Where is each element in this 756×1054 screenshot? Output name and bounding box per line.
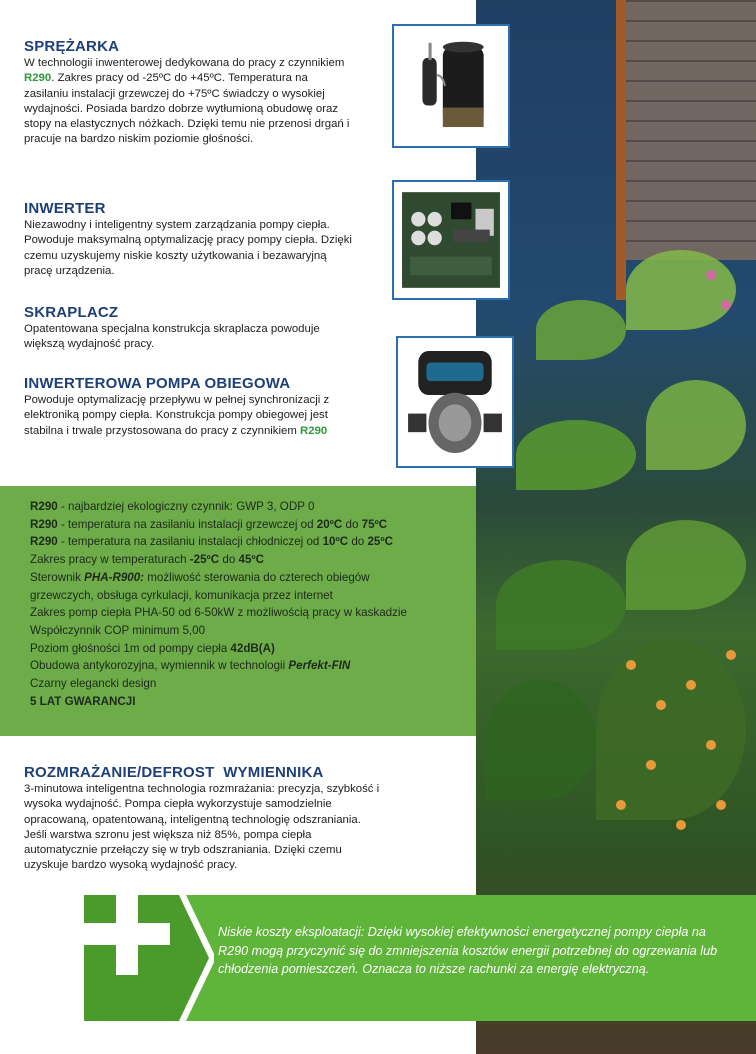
specs-list <box>0 486 476 710</box>
spec-item: Poziom głośności 1m od pompy ciepła 42dB(A) <box>30 641 275 655</box>
specs-panel <box>0 486 476 736</box>
inverter-text: Niezawodny i inteligentny system zarządzania pompy ciepła. Powoduje maksymalną optymalizację pracy pompy ciepła. Dzięki czemu uzyskujemy niskie koszty użytkowania i bezawaryjną pracę urządzenia. <box>24 219 352 277</box>
banner-text: Niskie koszty eksploatacji: Dzięki wysokiej efektywności energetycznej pompy ciepła na R290 mogą przyczynić się do zmniejszenia kosztów energii potrzebnej do ogrzewania lub chłodzenia pomieszczeń. Oznacza to niższe rachunki za energię elektryczną. <box>218 925 718 977</box>
spec-item: Zakres pomp ciepła PHA-50 od 6-50kW z możliwością pracy w kaskadzie <box>30 606 407 620</box>
spec-item: Obudowa antykorozyjna, wymiennik w technologii Perfekt-FIN <box>30 659 351 673</box>
plus-arrow-icon <box>84 895 214 1021</box>
section-inverter <box>24 200 354 279</box>
compressor-title: SPRĘŻARKA <box>24 38 120 55</box>
compressor-image <box>392 24 510 148</box>
compressor-text: W technologii inwenterowej dedykowana do pracy z czynnikiem R290. Zakres pracy od -25ºC do +45ºC. Temperatura na zasilaniu instalacji grzewczej do +75ºC świadczy o wysokiej wydajności. Posiada bardzo dobrze wytłumioną obudowę oraz stopy na elastycznych nóżkach. Dzięki temu nie przenosi drgań i pracuje na bardzo niskim poziomie głośności. <box>24 57 350 146</box>
pump-image <box>396 336 514 468</box>
section-condenser <box>24 304 354 353</box>
defrost-title: ROZMRAŻANIE/DEFROST WYMIENNIKA <box>24 764 324 781</box>
spec-item: grzewczych, obsługa cyrkulacji, komunikacja przez internet <box>30 588 333 602</box>
compressor-icon <box>400 32 502 140</box>
spec-item: R290 - temperatura na zasilaniu instalacji chłodniczej od 10ºC do 25ºC <box>30 535 393 549</box>
spec-item: Czarny elegancki design <box>30 677 157 691</box>
condenser-text: Opatentowana specjalna konstrukcja skraplacza powoduje większą wydajność pracy. <box>24 323 320 351</box>
condenser-title: SKRAPLACZ <box>24 304 119 321</box>
spec-item: Sterownik PHA-R900: możliwość sterowania do czterech obiegów <box>30 570 370 584</box>
savings-banner <box>84 895 756 1021</box>
pump-text: Powoduje optymalizację przepływu w pełnej synchronizacji z elektroniką pompy ciepła. Konstrukcja pompy obiegowej jest stabilna i trwale przystosowana do pracy z czynnikiem R290 <box>24 394 330 437</box>
pump-icon <box>404 344 506 460</box>
defrost-text: 3-minutowa inteligentna technologia rozmrażania: precyzja, szybkość i wysoka wydajność. Pompa ciepła wykorzystuje samodzielnie opracowaną, opatentowaną, inteligentną technologię odszraniania. Jeśli warstwa szronu jest większa niż 85%, pompa ciepła automatycznie przełączy się w tryb odszraniania. Dzięki czemu uzyskuje bardzo wysoką wydajność pracy. <box>24 783 380 872</box>
circuit-board-icon <box>400 188 502 292</box>
spec-item: 5 LAT GWARANCJI <box>30 694 136 708</box>
copper-pipe <box>616 0 626 300</box>
spec-item: Współczynnik COP minimum 5,00 <box>30 623 206 637</box>
spec-item: R290 - najbardziej ekologiczny czynnik: GWP 3, ODP 0 <box>30 500 315 513</box>
brick-wall <box>626 0 756 260</box>
pump-title: INWERTEROWA POMPA OBIEGOWA <box>24 375 291 392</box>
section-circulation-pump <box>24 375 354 439</box>
section-defrost <box>24 764 384 874</box>
inverter-title: INWERTER <box>24 200 106 217</box>
spec-item: Zakres pracy w temperaturach -25ºC do 45ºC <box>30 553 265 567</box>
inverter-image <box>392 180 510 300</box>
spec-item: R290 - temperatura na zasilaniu instalacji grzewczej od 20ºC do 75ºC <box>30 517 388 531</box>
section-compressor <box>24 38 354 148</box>
